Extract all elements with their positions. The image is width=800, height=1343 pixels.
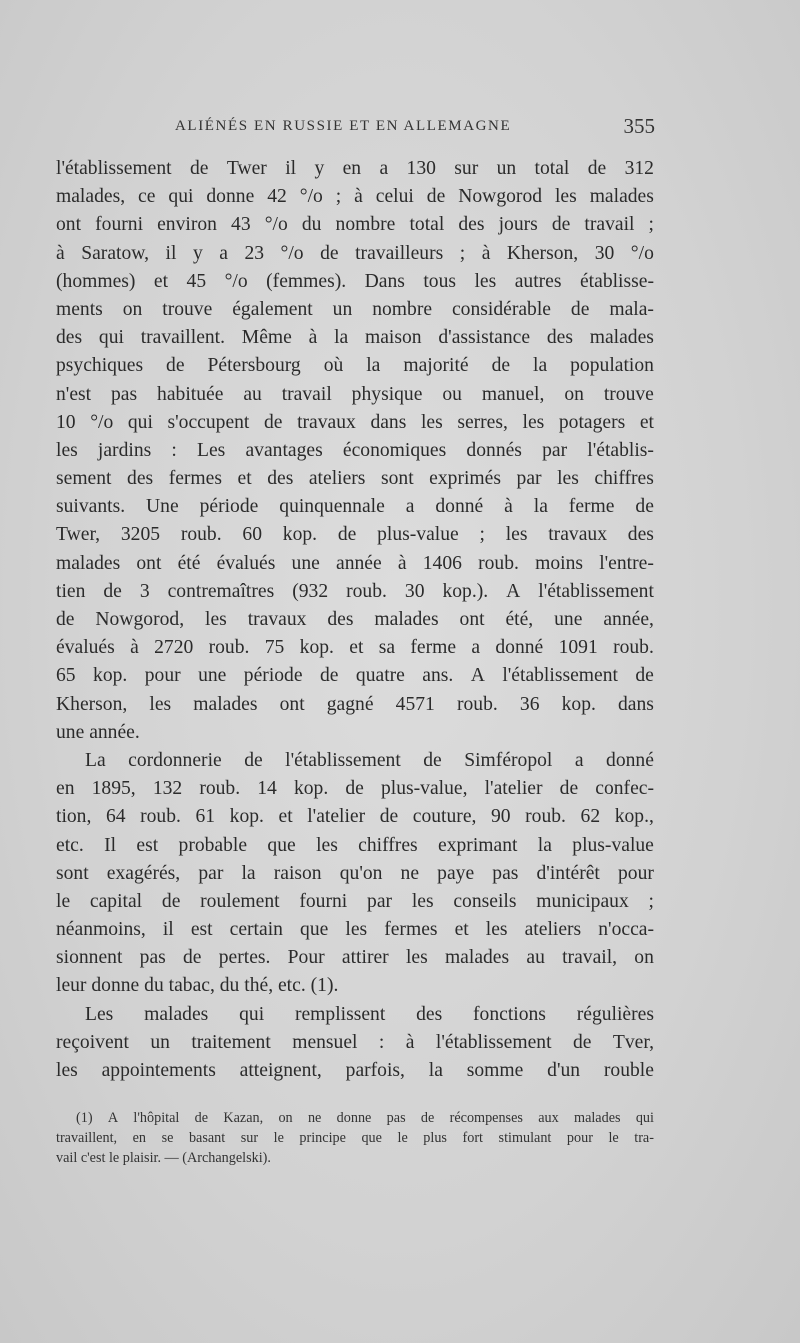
text-line: évalués à 2720 roub. 75 kop. et sa ferme a donné 1091 roub. — [56, 637, 654, 659]
text-line: les jardins : Les avantages économiques donnés par l'établis- — [56, 439, 654, 461]
text-line: en 1895, 132 roub. 14 kop. de plus-value, l'atelier de confec- — [56, 778, 654, 800]
paragraph-end-line: leur donne du tabac, du thé, etc. (1). — [56, 975, 339, 997]
text-line: sement des fermes et des ateliers sont exprimés par les chiffres — [56, 468, 654, 490]
text-line: Twer, 3205 roub. 60 kop. de plus-value ; les travaux des — [56, 524, 654, 546]
text-line: etc. Il est probable que les chiffres exprimant la plus-value — [56, 834, 654, 856]
text-line: tion, 64 roub. 61 kop. et l'atelier de couture, 90 roub. 62 kop., — [56, 806, 654, 828]
paragraph-start-line: La cordonnerie de l'établissement de Simféropol a donné — [85, 749, 654, 771]
text-line: psychiques de Pétersbourg où la majorité de la population — [56, 355, 654, 377]
text-line: 65 kop. pour une période de quatre ans. A l'établissement de — [56, 665, 654, 687]
text-line: sont exagérés, par la raison qu'on ne paye pas d'intérêt pour — [56, 862, 654, 884]
text-line: malades ont été évalués une année à 1406 roub. moins l'entre- — [56, 552, 654, 574]
text-line: sionnent pas de pertes. Pour attirer les malades au travail, on — [56, 947, 654, 969]
text-line: de Nowgorod, les travaux des malades ont été, une année, — [56, 609, 654, 630]
text-line: (hommes) et 45 °/o (femmes). Dans tous les autres établisse- — [56, 270, 654, 292]
text-line: Kherson, les malades ont gagné 4571 roub. 36 kop. dans — [56, 693, 654, 715]
text-line: l'établissement de Twer il y en a 130 sur un total de 312 — [56, 158, 654, 179]
body-text — [56, 155, 654, 1085]
text-line: ont fourni environ 43 °/o du nombre total des jours de travail ; — [56, 214, 654, 236]
running-title: ALIÉNÉS EN RUSSIE ET EN ALLEMAGNE — [175, 118, 512, 134]
text-line: reçoivent un traitement mensuel : à l'établissement de Tver, — [56, 1031, 654, 1053]
paragraph-end-line: une année. — [56, 721, 140, 743]
text-line: des qui travaillent. Même à la maison d'assistance des malades — [56, 327, 654, 349]
footnote-line: travaillent, en se basant sur le principe que le plus fort stimulant pour le tra- — [56, 1130, 654, 1146]
text-line: tien de 3 contremaîtres (932 roub. 30 kop.). A l'établissement — [56, 580, 654, 602]
text-line: ments on trouve également un nombre considérable de mala- — [56, 298, 654, 320]
text-line: à Saratow, il y a 23 °/o de travailleurs ; à Kherson, 30 °/o — [56, 242, 654, 264]
footnotes — [56, 1108, 654, 1168]
text-line: néanmoins, il est certain que les fermes et les ateliers n'occa- — [56, 919, 654, 941]
text-line: suivants. Une période quinquennale a donné à la ferme de — [56, 496, 654, 518]
running-head — [175, 116, 655, 140]
text-line: n'est pas habituée au travail physique ou manuel, on trouve — [56, 383, 654, 405]
footnote-line: (1) A l'hôpital de Kazan, on ne donne pas de récompenses aux malades qui — [76, 1110, 654, 1126]
text-line: 10 °/o qui s'occupent de travaux dans les serres, les potagers et — [56, 411, 654, 433]
text-line: malades, ce qui donne 42 °/o ; à celui de Nowgorod les malades — [56, 186, 654, 208]
footnote-line: vail c'est le plaisir. — (Archangelski). — [56, 1150, 271, 1166]
text-line: le capital de roulement fourni par les conseils municipaux ; — [56, 890, 654, 912]
page-number: 355 — [623, 114, 655, 138]
text-line: les appointements atteignent, parfois, la somme d'un rouble — [56, 1060, 654, 1081]
paragraph-start-line: Les malades qui remplissent des fonctions régulières — [85, 1003, 654, 1025]
